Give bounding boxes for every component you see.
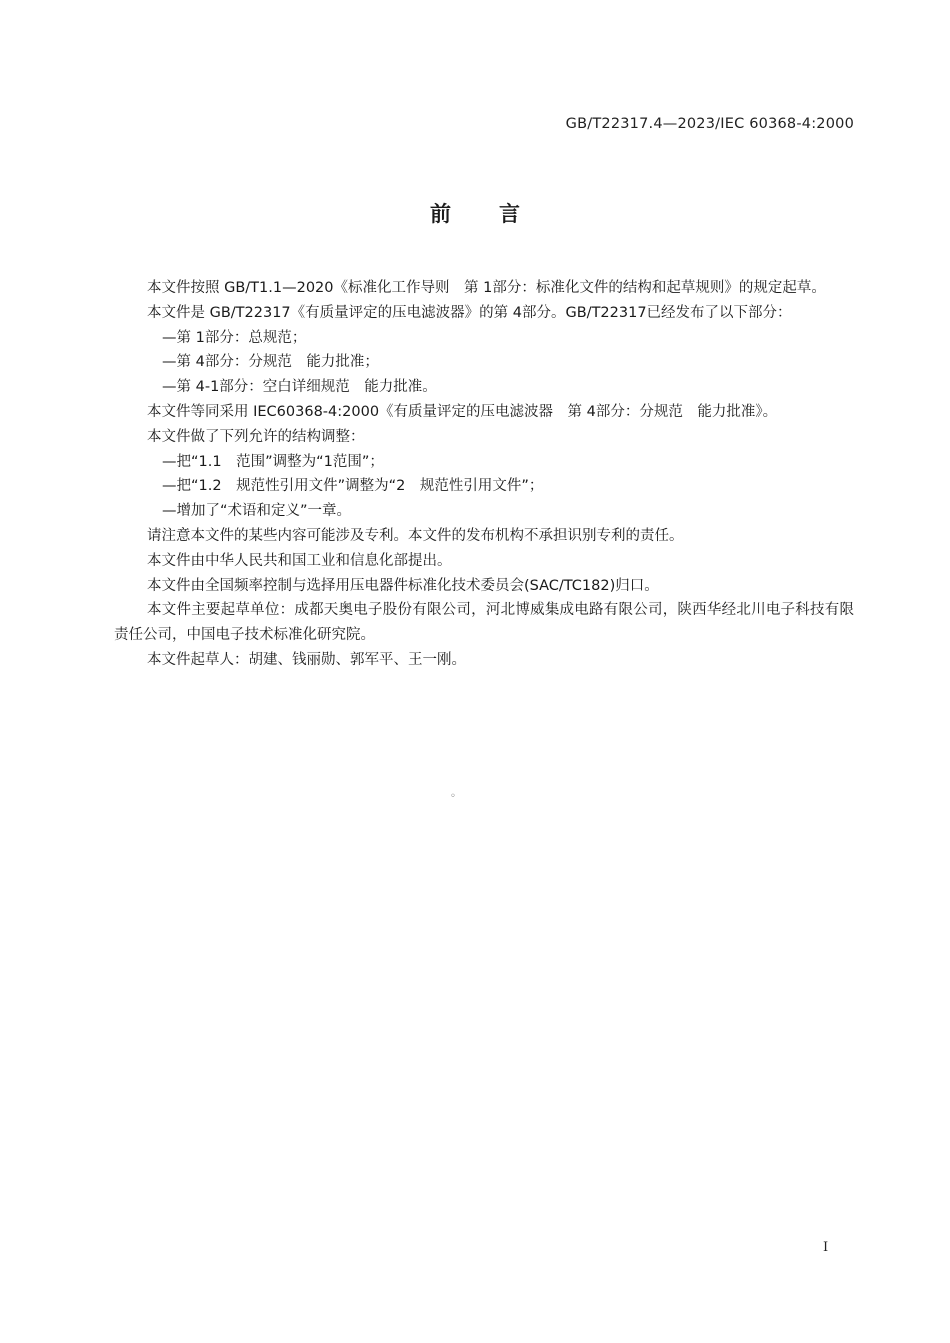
stray-mark: ◦ <box>450 791 456 802</box>
page-number: I <box>823 1240 829 1255</box>
list-item: —增加了“术语和定义”一章。 <box>162 503 352 520</box>
standard-code: GB/T22317.4—2023/IEC 60368-4:2000 <box>565 116 854 132</box>
list-item: —第 4部分：分规范 能力批准； <box>162 354 379 371</box>
paragraph-drafting-units: 本文件主要起草单位：成都天奥电子股份有限公司，河北博威集成电路有限公司，陕西华经北川电子科技有限责任公司，中国电子技术标准化研究院。 <box>114 602 854 644</box>
paragraph-drafters: 本文件起草人：胡建、钱丽勋、郭军平、王一刚。 <box>147 651 466 668</box>
paragraph-adoption: 本文件等同采用 IEC60368-4:2000《有质量评定的压电滤波器 第 4部分：分规范 能力批准》。 <box>147 403 778 420</box>
paragraph-patent-notice: 请注意本文件的某些内容可能涉及专利。本文件的发布机构不承担识别专利的责任。 <box>147 527 684 544</box>
list-item: —把“1.2 规范性引用文件”调整为“2 规范性引用文件”； <box>162 478 544 495</box>
list-item: —第 1部分：总规范； <box>162 329 307 346</box>
list-item: —把“1.1 范围”调整为“1范围”； <box>162 453 384 470</box>
page-title: 前言 <box>430 202 568 226</box>
paragraph-committee: 本文件由全国频率控制与选择用压电器件标准化技术委员会(SAC/TC182)归口。 <box>147 577 659 594</box>
paragraph-proposer: 本文件由中华人民共和国工业和信息化部提出。 <box>147 552 452 569</box>
list-item: —第 4-1部分：空白详细规范 能力批准。 <box>162 379 437 396</box>
paragraph-structural-changes: 本文件做了下列允许的结构调整： <box>147 428 365 445</box>
foreword-body <box>114 276 854 673</box>
paragraph-series-info: 本文件是 GB/T22317《有质量评定的压电滤波器》的第 4部分。GB/T22317已经发布了以下部分： <box>147 304 792 321</box>
paragraph-drafting-basis: 本文件按照 GB/T1.1—2020《标准化工作导则 第 1部分：标准化文件的结构和起草规则》的规定起草。 <box>147 280 826 296</box>
